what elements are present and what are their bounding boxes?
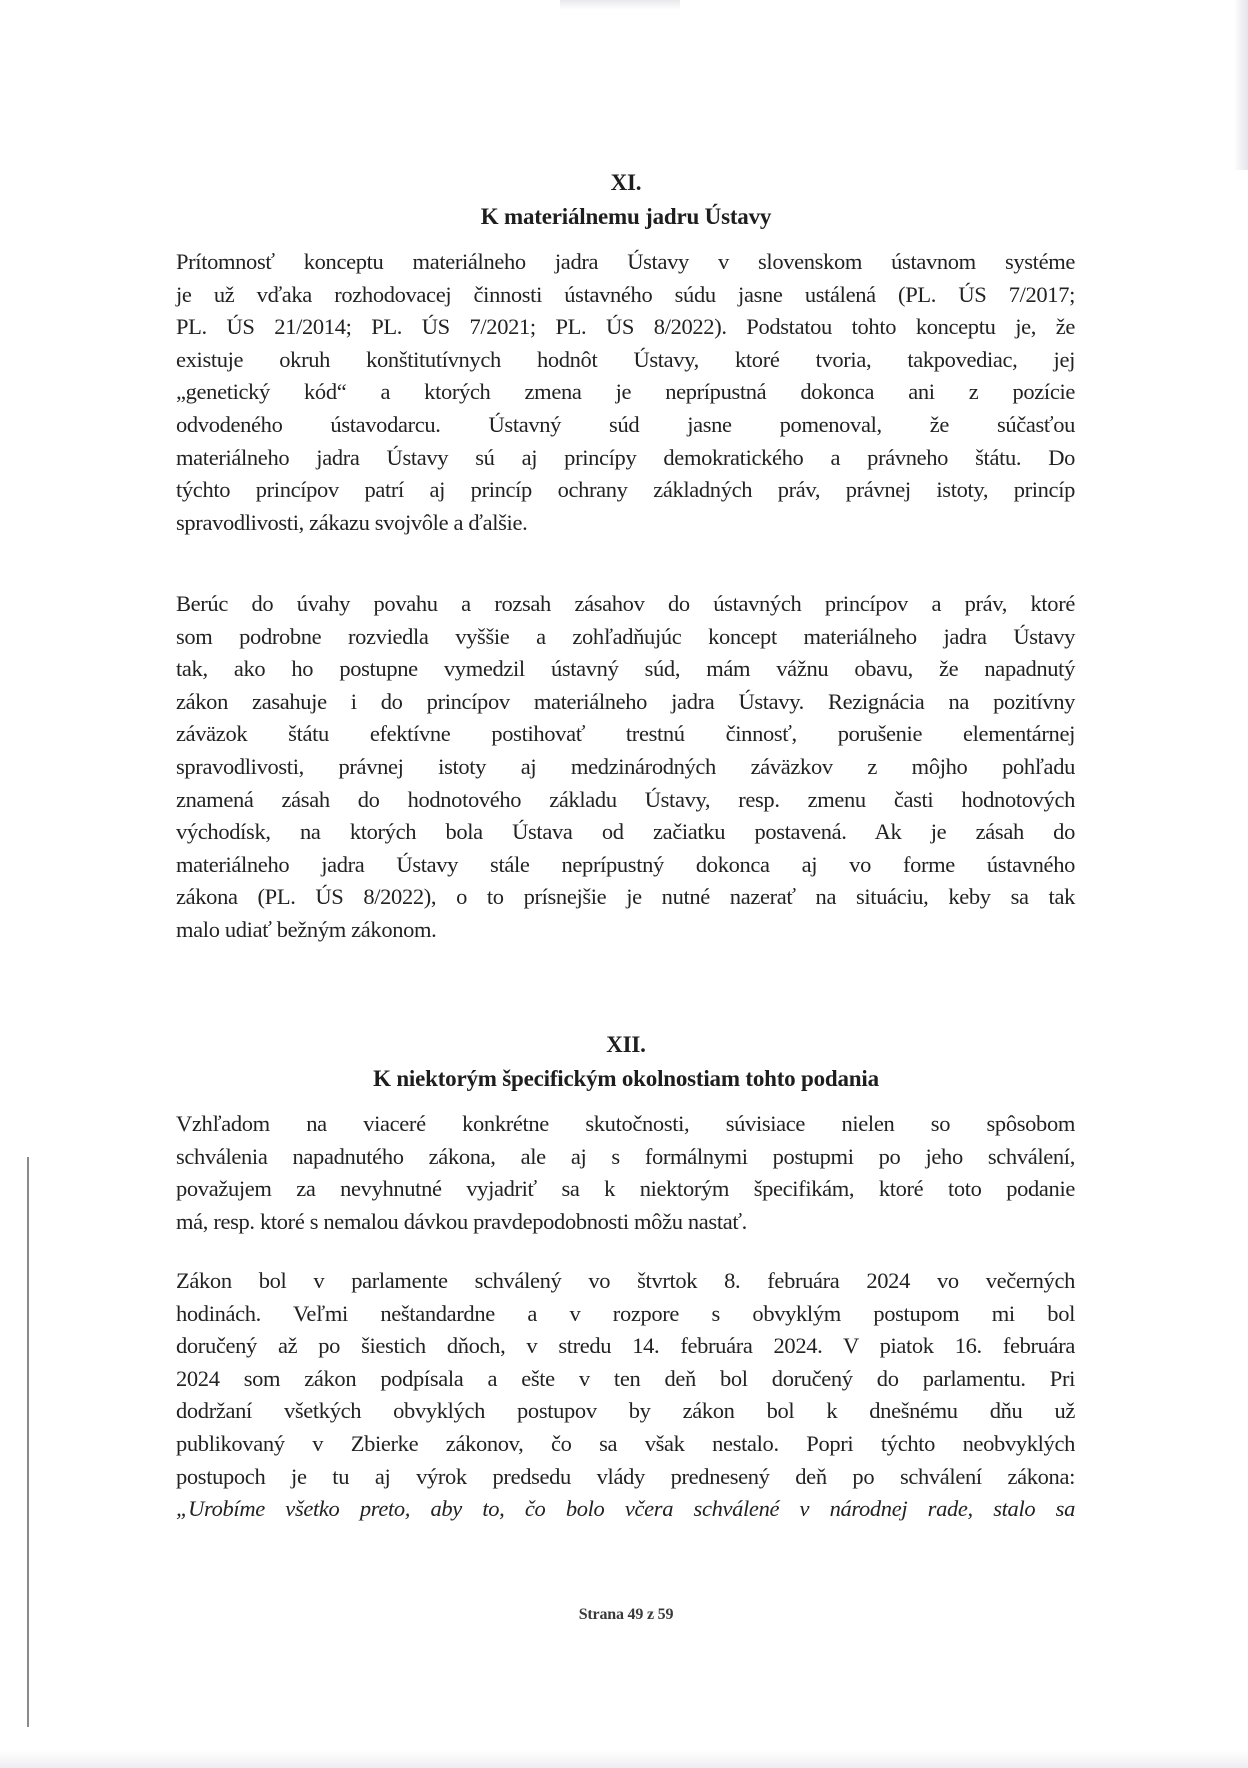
text-line: 2024 som zákon podpísala a ešte v ten deň bol doručený do parlamentu. Pri (176, 1365, 1075, 1391)
section-xi-title: K materiálnemu jadru Ústavy (480, 204, 772, 229)
section-xii-paragraph-2 (176, 1265, 1075, 1526)
section-xi-number: XI. (610, 170, 642, 195)
text-line: má, resp. ktoré s nemalou dávkou pravdepodobnosti môžu nastať. (176, 1208, 747, 1234)
text-line: spravodlivosti, právnej istoty aj medzinárodných záväzkov z môjho pohľadu (176, 753, 1075, 779)
text-line: Zákon bol v parlamente schválený vo štvrtok 8. februára 2024 vo večerných (176, 1268, 1075, 1293)
text-line: PL. ÚS 21/2014; PL. ÚS 7/2021; PL. ÚS 8/2022). Podstatou tohto konceptu je, že (176, 314, 1075, 340)
text-line: znamená zásah do hodnotového základu Ústavy, resp. zmenu časti hodnotových (176, 786, 1075, 812)
text-line: materiálneho jadra Ústavy stále neprípustný dokonca aj vo forme ústavného (176, 851, 1075, 877)
text-line: postupoch je tu aj výrok predsedu vlády prednesený deň po schválení zákona: (176, 1463, 1075, 1489)
section-xi-paragraph-1 (176, 246, 1075, 539)
text-line: tak, ako ho postupne vymedzil ústavný súd, mám vážnu obavu, že napadnutý (176, 656, 1075, 682)
text-line: je už vďaka rozhodovacej činnosti ústavného súdu jasne ustálená (PL. ÚS 7/2017; (176, 281, 1075, 307)
text-line: som podrobne rozviedla vyššie a zohľadňujúc koncept materiálneho jadra Ústavy (176, 623, 1075, 649)
section-xii-paragraph-1 (176, 1108, 1075, 1238)
text-line: východísk, na ktorých bola Ústava od začiatku postavená. Ak je zásah do (176, 819, 1075, 845)
text-line: týchto princípov patrí aj princíp ochrany základných práv, právnej istoty, princíp (176, 477, 1075, 503)
text-line: publikovaný v Zbierke zákonov, čo sa však nestalo. Popri týchto neobvyklých (176, 1430, 1075, 1456)
text-line: zákon zasahuje i do princípov materiálneho jadra Ústavy. Rezignácia na pozitívny (176, 688, 1075, 714)
scan-artifact-right (1234, 0, 1248, 170)
text-line: odvodeného ústavodarcu. Ústavný súd jasne pomenoval, že súčasťou (176, 411, 1075, 437)
text-line: záväzok štátu efektívne postihovať trestnú činnosť, porušenie elementárnej (176, 721, 1075, 747)
text-line: existuje okruh konštitutívnych hodnôt Ústavy, ktoré tvoria, takpovediac, jej (176, 346, 1075, 372)
text-line: Vzhľadom na viaceré konkrétne skutočnosti, súvisiace nielen so spôsobom (176, 1111, 1075, 1136)
section-xi-paragraph-2 (176, 588, 1075, 947)
scan-artifact-bottom (0, 1750, 1248, 1768)
text-line: doručený až po šiestich dňoch, v stredu 14. februára 2024. V piatok 16. februára (176, 1333, 1075, 1359)
page-number: Strana 49 z 59 (578, 1606, 674, 1623)
quote-line: „Urobíme všetko preto, aby to, čo bolo včera schválené v národnej rade, stalo sa (176, 1496, 1075, 1522)
text-line: zákona (PL. ÚS 8/2022), o to prísnejšie je nutné nazerať na situáciu, keby sa tak (176, 884, 1075, 910)
section-xii-title: K niektorým špecifickým okolnostiam tohto podania (373, 1066, 879, 1091)
section-xii-number: XII. (606, 1032, 646, 1057)
text-line: materiálneho jadra Ústavy sú aj princípy demokratického a právneho štátu. Do (176, 444, 1075, 470)
scan-artifact-margin-line (27, 1157, 29, 1727)
text-line: schválenia napadnutého zákona, ale aj s formálnymi postupmi po jeho schválení, (176, 1143, 1075, 1169)
text-line: Berúc do úvahy povahu a rozsah zásahov do ústavných princípov a práv, ktoré (176, 591, 1075, 616)
text-line: Prítomnosť konceptu materiálneho jadra Ústavy v slovenskom ústavnom systéme (176, 249, 1075, 274)
text-line: malo udiať bežným zákonom. (176, 916, 437, 942)
text-line: spravodlivosti, zákazu svojvôle a ďalšie. (176, 509, 528, 535)
text-line: dodržaní všetkých obvyklých postupov by zákon bol k dnešnému dňu už (176, 1398, 1075, 1424)
text-line: považujem za nevyhnutné vyjadriť sa k niektorým špecifikám, ktoré toto podanie (176, 1176, 1075, 1202)
text-line: „genetický kód“ a ktorých zmena je neprípustná dokonca ani z pozície (176, 379, 1075, 405)
text-line: hodinách. Veľmi neštandardne a v rozpore s obvyklým postupom mi bol (176, 1300, 1075, 1326)
scan-artifact-top (560, 0, 680, 10)
